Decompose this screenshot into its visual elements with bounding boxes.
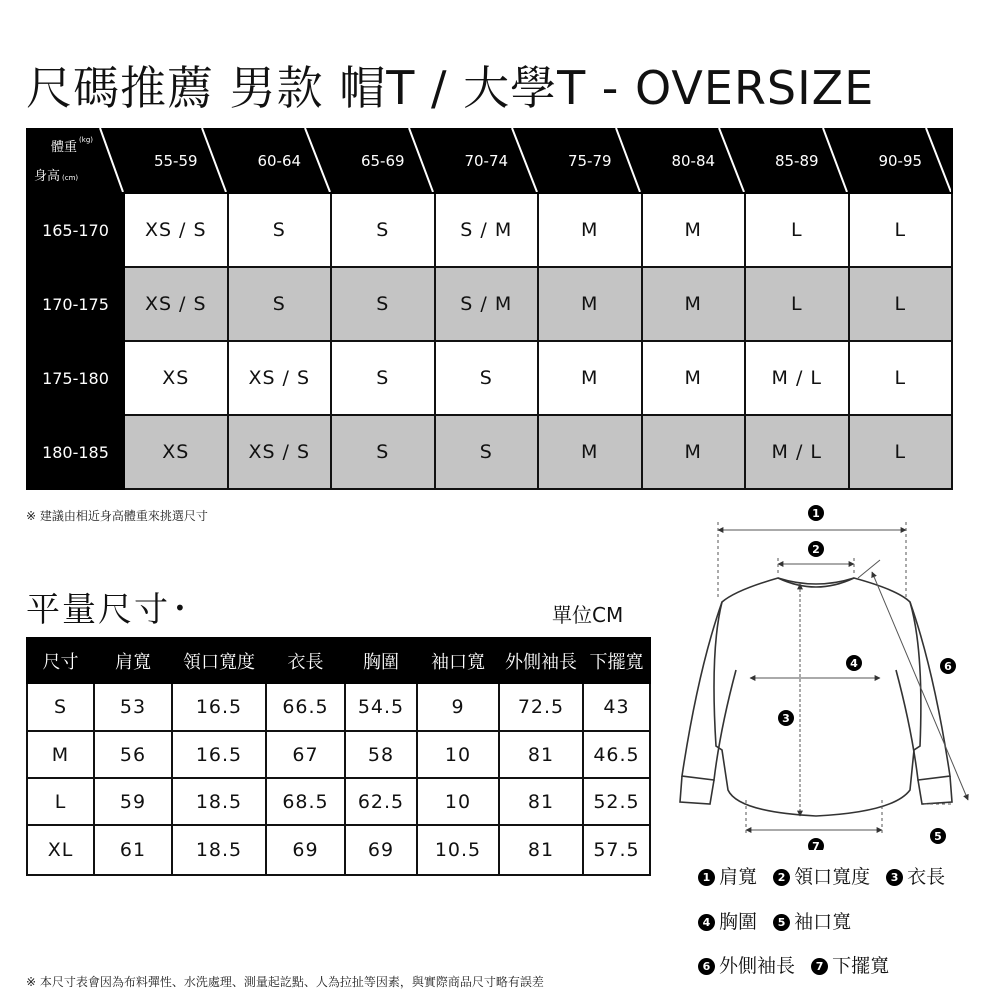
table-row [27, 825, 650, 875]
column-header: 衣長 [266, 638, 345, 683]
size-cell: L [849, 341, 953, 415]
weight-header: 55-59 [124, 129, 228, 193]
marker-4 [846, 655, 862, 671]
table-cell: 69 [266, 825, 345, 875]
marker-6 [940, 658, 956, 674]
column-header: 外側袖長 [499, 638, 583, 683]
table-cell: 61 [94, 825, 172, 875]
size-cell: S [331, 341, 435, 415]
svg-text:6: 6 [944, 660, 952, 673]
legend-num: 5 [773, 914, 790, 931]
table-row [27, 731, 650, 778]
page-title: 尺碼推薦 男款 帽T / 大學T - OVERSIZE [26, 61, 875, 115]
size-cell: M [642, 341, 746, 415]
column-header: 領口寬度 [172, 638, 266, 683]
table-cell: 81 [499, 778, 583, 825]
table-cell: 53 [94, 683, 172, 731]
table-row [27, 415, 952, 489]
size-cell: S [435, 341, 539, 415]
table-cell: 18.5 [172, 778, 266, 825]
size-cell: M [538, 267, 642, 341]
size-cell: M / L [745, 341, 849, 415]
measurement-table [26, 637, 651, 876]
size-cell: M [642, 415, 746, 489]
table-row [27, 267, 952, 341]
table-cell: 66.5 [266, 683, 345, 731]
marker-2 [808, 541, 824, 557]
size-cell: S [228, 193, 332, 267]
size-cell: XS [124, 341, 228, 415]
table-cell: 18.5 [172, 825, 266, 875]
size-cell: XS / S [228, 415, 332, 489]
size-cell: XS / S [124, 267, 228, 341]
corner-height-unit: (cm) [62, 174, 79, 182]
weight-header: 75-79 [538, 129, 642, 193]
table-cell: 16.5 [172, 683, 266, 731]
title-dot-icon: • [174, 596, 188, 620]
measure-title: 平量尺寸 [26, 590, 170, 630]
size-name-cell: M [27, 731, 94, 778]
table-cell: 10 [417, 778, 499, 825]
size-cell: XS / S [228, 341, 332, 415]
table-cell: 62.5 [345, 778, 417, 825]
size-cell: XS [124, 415, 228, 489]
legend-num: 7 [811, 958, 828, 975]
legend-row-2 [698, 907, 861, 934]
weight-header-row [27, 129, 952, 193]
size-cell: S [228, 267, 332, 341]
table-cell: 52.5 [583, 778, 650, 825]
table-cell: 81 [499, 731, 583, 778]
legend-label: 胸圍 [719, 911, 758, 933]
height-header: 180-185 [27, 415, 124, 489]
legend-row-1 [698, 862, 955, 889]
legend-row-3 [698, 951, 899, 978]
size-cell: XS / S [124, 193, 228, 267]
size-cell: L [849, 193, 953, 267]
marker-3 [778, 710, 794, 726]
size-cell: S / M [435, 193, 539, 267]
table-cell: 81 [499, 825, 583, 875]
size-cell: L [745, 267, 849, 341]
svg-text:1: 1 [812, 507, 820, 520]
size-cell: S [435, 415, 539, 489]
size-cell: L [849, 267, 953, 341]
size-cell: M [538, 415, 642, 489]
svg-text:5: 5 [934, 830, 942, 843]
legend-num: 1 [698, 869, 715, 886]
legend-label: 袖口寬 [794, 911, 852, 933]
size-cell: L [745, 193, 849, 267]
weight-header: 65-69 [331, 129, 435, 193]
legend-label: 肩寬 [719, 866, 758, 888]
legend-num: 6 [698, 958, 715, 975]
size-cell: S / M [435, 267, 539, 341]
table-cell: 43 [583, 683, 650, 731]
size-cell: M [642, 267, 746, 341]
legend-num: 4 [698, 914, 715, 931]
size-cell: M [538, 341, 642, 415]
legend-label: 衣長 [907, 866, 946, 888]
corner-height-label: 身高 [34, 169, 61, 184]
table-cell: 54.5 [345, 683, 417, 731]
column-header: 下擺寬 [583, 638, 650, 683]
svg-text:2: 2 [812, 543, 820, 556]
corner-weight-unit: (kg) [79, 136, 93, 144]
table-row [27, 683, 650, 731]
table-row [27, 778, 650, 825]
column-header: 肩寬 [94, 638, 172, 683]
measure-header-row [27, 638, 650, 683]
svg-text:4: 4 [850, 657, 858, 670]
svg-text:3: 3 [782, 712, 790, 725]
weight-header: 85-89 [745, 129, 849, 193]
legend-label: 外側袖長 [719, 955, 796, 977]
size-cell: S [331, 193, 435, 267]
table-row [27, 341, 952, 415]
recommend-note: ※ 建議由相近身高體重來挑選尺寸 [26, 509, 208, 523]
sweatshirt-outline [680, 578, 952, 816]
legend-label: 下擺寬 [832, 955, 890, 977]
size-name-cell: S [27, 683, 94, 731]
size-name-cell: XL [27, 825, 94, 875]
size-cell: L [849, 415, 953, 489]
table-cell: 72.5 [499, 683, 583, 731]
size-recommendation-table [26, 128, 953, 490]
table-cell: 59 [94, 778, 172, 825]
unit-label: 單位CM [552, 603, 624, 627]
table-cell: 67 [266, 731, 345, 778]
table-cell: 10.5 [417, 825, 499, 875]
legend-num: 3 [886, 869, 903, 886]
corner-header [27, 129, 124, 193]
legend-label: 領口寬度 [794, 866, 871, 888]
table-cell: 10 [417, 731, 499, 778]
svg-text:7: 7 [812, 840, 820, 850]
column-header: 尺寸 [27, 638, 94, 683]
marker-1 [808, 505, 824, 521]
legend-num: 2 [773, 869, 790, 886]
column-header: 胸圍 [345, 638, 417, 683]
marker-7 [808, 838, 824, 850]
column-header: 袖口寬 [417, 638, 499, 683]
size-name-cell: L [27, 778, 94, 825]
table-cell: 56 [94, 731, 172, 778]
marker-5 [930, 828, 946, 844]
height-header: 165-170 [27, 193, 124, 267]
weight-header: 70-74 [435, 129, 539, 193]
corner-weight-label: 體重 [51, 140, 78, 155]
size-cell: M / L [745, 415, 849, 489]
weight-header: 60-64 [228, 129, 332, 193]
table-cell: 57.5 [583, 825, 650, 875]
height-header: 170-175 [27, 267, 124, 341]
table-cell: 9 [417, 683, 499, 731]
size-cell: M [642, 193, 746, 267]
table-row [27, 193, 952, 267]
size-cell: S [331, 267, 435, 341]
weight-header: 90-95 [849, 129, 953, 193]
table-cell: 68.5 [266, 778, 345, 825]
size-cell: S [331, 415, 435, 489]
table-cell: 69 [345, 825, 417, 875]
weight-header: 80-84 [642, 129, 746, 193]
size-cell: M [538, 193, 642, 267]
table-cell: 16.5 [172, 731, 266, 778]
height-header: 175-180 [27, 341, 124, 415]
garment-measurement-diagram [676, 500, 986, 850]
measure-note: ※ 本尺寸表會因為布料彈性、水洗處理、測量起訖點、人為拉扯等因素，與實際商品尺寸略有誤差 [26, 975, 544, 989]
table-cell: 58 [345, 731, 417, 778]
table-cell: 46.5 [583, 731, 650, 778]
